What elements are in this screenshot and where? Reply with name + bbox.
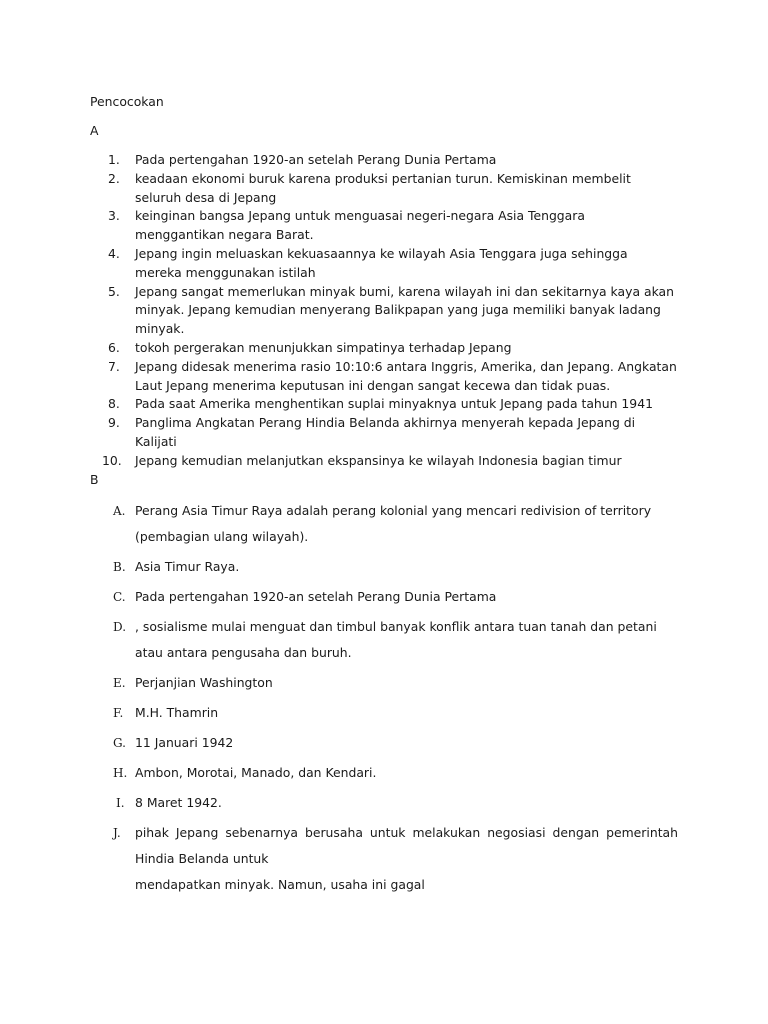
list-item (90, 245, 678, 283)
item-text: Jepang sangat memerlukan minyak bumi, karena wilayah ini dan sekitarnya kaya akan minyak. Jepang kemudian menyerang Balikpapan yang juga memiliki banyak ladang minyak. (135, 283, 674, 337)
item-number: 1. (108, 152, 120, 167)
section-a-label: A (90, 123, 99, 138)
item-text: Perjanjian Washington (135, 675, 273, 690)
list-item (90, 820, 678, 872)
list-item (90, 614, 678, 666)
item-text: keadaan ekonomi buruk karena produksi pertanian turun. Kemiskinan membelit seluruh desa di Jepang (135, 170, 631, 205)
list-item (90, 554, 678, 580)
list-item (90, 151, 678, 170)
list-item (90, 395, 678, 414)
item-text: Panglima Angkatan Perang Hindia Belanda akhirnya menyerah kepada Jepang di Kalijati (135, 415, 636, 449)
item-number: 3. (108, 208, 120, 224)
item-letter: F. (113, 706, 124, 720)
item-text: Asia Timur Raya. (135, 559, 240, 574)
item-letter: H. (113, 766, 128, 780)
list-item (90, 584, 678, 610)
item-number: 5. (108, 283, 120, 299)
item-letter: E. (113, 676, 126, 690)
section-b-label: B (90, 472, 99, 487)
list-item (90, 498, 678, 550)
item-letter: J. (113, 826, 121, 840)
item-number: 8. (108, 396, 120, 412)
item-number: 9. (108, 415, 120, 431)
item-letter: B. (113, 560, 126, 574)
item-text: keinginan bangsa Jepang untuk menguasai negeri-negara Asia Tenggara menggantikan negara Barat. (135, 208, 585, 243)
item-text: Ambon, Morotai, Manado, dan Kendari. (135, 765, 377, 780)
list-item-continuation (90, 872, 678, 898)
item-number: 4. (108, 245, 120, 261)
item-text: 11 Januari 1942 (135, 735, 234, 750)
list-item (90, 760, 678, 786)
item-number: 6. (108, 339, 120, 355)
list-item (90, 358, 678, 396)
item-text: tokoh pergerakan menunjukkan simpatinya terhadap Jepang (135, 339, 512, 355)
item-text: Jepang kemudian melanjutkan ekspansinya ke wilayah Indonesia bagian timur (135, 452, 622, 468)
item-text: Jepang ingin meluaskan kekuasaannya ke wilayah Asia Tenggara juga sehingga mereka menggunakan istilah (135, 245, 628, 280)
item-letter: G. (113, 736, 126, 750)
list-item (90, 730, 678, 756)
page-title: Pencocokan (90, 94, 164, 109)
item-text: Pada pertengahan 1920-an setelah Perang Dunia Pertama (135, 589, 497, 604)
list-item (90, 790, 678, 816)
list-item (90, 700, 678, 726)
section-a-list (90, 151, 678, 471)
list-item (90, 283, 678, 339)
item-text: Pada pertengahan 1920-an setelah Perang Dunia Pertama (135, 152, 497, 167)
item-letter: I. (116, 796, 125, 810)
item-letter: A. (113, 504, 126, 518)
item-letter: C. (113, 590, 126, 604)
item-number: 2. (108, 170, 120, 186)
list-item (90, 414, 678, 452)
item-text: , sosialisme mulai menguat dan timbul banyak konflik antara tuan tanah dan petani atau antara pengusaha dan buruh. (135, 619, 657, 660)
item-text: Perang Asia Timur Raya adalah perang kolonial yang mencari redivision of territory (pembagian ulang wilayah). (135, 503, 652, 544)
item-text: M.H. Thamrin (135, 705, 219, 720)
section-b-list (90, 498, 678, 902)
item-text: pihak Jepang sebenarnya berusaha untuk melakukan negosiasi dengan pemerintah Hindia Belanda untuk (135, 825, 678, 866)
list-item (90, 670, 678, 696)
item-number: 7. (108, 358, 120, 374)
item-text: Pada saat Amerika menghentikan suplai minyaknya untuk Jepang pada tahun 1941 (135, 396, 653, 412)
continuation-text: mendapatkan minyak. Namun, usaha ini gagal (135, 877, 425, 892)
list-item (90, 339, 678, 358)
item-text: 8 Maret 1942. (135, 795, 222, 810)
item-letter: D. (113, 620, 127, 634)
item-text: Jepang didesak menerima rasio 10:10:6 antara Inggris, Amerika, dan Jepang. Angkatan Laut Jepang menerima keputusan ini dengan sangat kecewa dan tidak puas. (135, 358, 677, 393)
list-item (90, 170, 678, 208)
item-number: 10. (102, 452, 122, 468)
list-item (90, 452, 678, 471)
list-item (90, 207, 678, 245)
